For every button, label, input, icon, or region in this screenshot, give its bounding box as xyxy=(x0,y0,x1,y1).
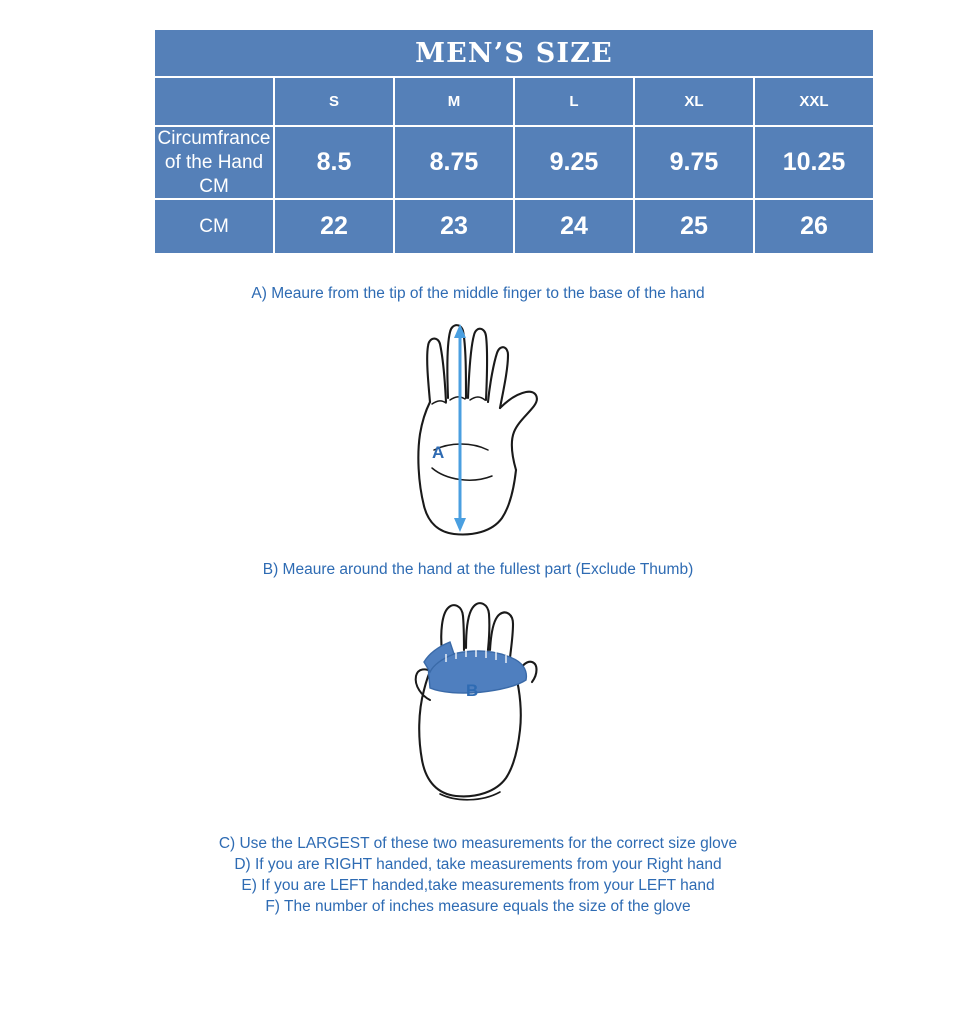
footer-note-f: F) The number of inches measure equals the size of the glove xyxy=(265,898,691,915)
fist-with-tape-illustration xyxy=(388,588,568,818)
open-hand-illustration xyxy=(388,310,568,550)
page-title: MEN’S SIZE xyxy=(155,30,873,76)
row-label-circumference: Circumfrance of the Hand CM xyxy=(155,127,273,198)
column-header-m: M xyxy=(395,78,513,125)
size-table xyxy=(153,28,875,255)
cell-cm-xl: 25 xyxy=(635,200,753,253)
cell-circumference-xl: 9.75 xyxy=(635,127,753,198)
column-header-s: S xyxy=(275,78,393,125)
caption-measure-a: A) Meaure from the tip of the middle finger to the base of the hand xyxy=(251,285,705,302)
table-row xyxy=(155,127,873,198)
cell-circumference-s: 8.5 xyxy=(275,127,393,198)
cell-circumference-m: 8.75 xyxy=(395,127,513,198)
figure-b-letter: B xyxy=(466,681,479,700)
hand-circumference-diagram xyxy=(388,588,568,823)
footer-note-e: E) If you are LEFT handed,take measurements from your LEFT hand xyxy=(241,877,715,894)
cell-cm-s: 22 xyxy=(275,200,393,253)
footer-note-c: C) Use the LARGEST of these two measurements for the correct size glove xyxy=(218,835,738,852)
cell-cm-m: 23 xyxy=(395,200,513,253)
table-corner-cell xyxy=(155,78,273,125)
caption-measure-b-text: B) Meaure around the hand at the fullest part (Exclude Thumb) xyxy=(262,561,694,578)
hand-length-diagram xyxy=(388,310,568,555)
caption-measure-b xyxy=(0,561,956,579)
size-table-container xyxy=(153,28,875,255)
column-header-xl: XL xyxy=(635,78,753,125)
cell-cm-xxl: 26 xyxy=(755,200,873,253)
cell-circumference-l: 9.25 xyxy=(515,127,633,198)
column-header-xxl: XXL xyxy=(755,78,873,125)
table-header-row xyxy=(155,78,873,125)
row-label-cm: CM xyxy=(155,200,273,253)
column-header-l: L xyxy=(515,78,633,125)
footer-note-d: D) If you are RIGHT handed, take measurements from your Right hand xyxy=(234,856,722,873)
table-title-row xyxy=(155,30,873,76)
cell-cm-l: 24 xyxy=(515,200,633,253)
footer-notes xyxy=(0,833,956,917)
figure-a-letter: A xyxy=(432,443,445,462)
cell-circumference-xxl: 10.25 xyxy=(755,127,873,198)
table-row xyxy=(155,200,873,253)
